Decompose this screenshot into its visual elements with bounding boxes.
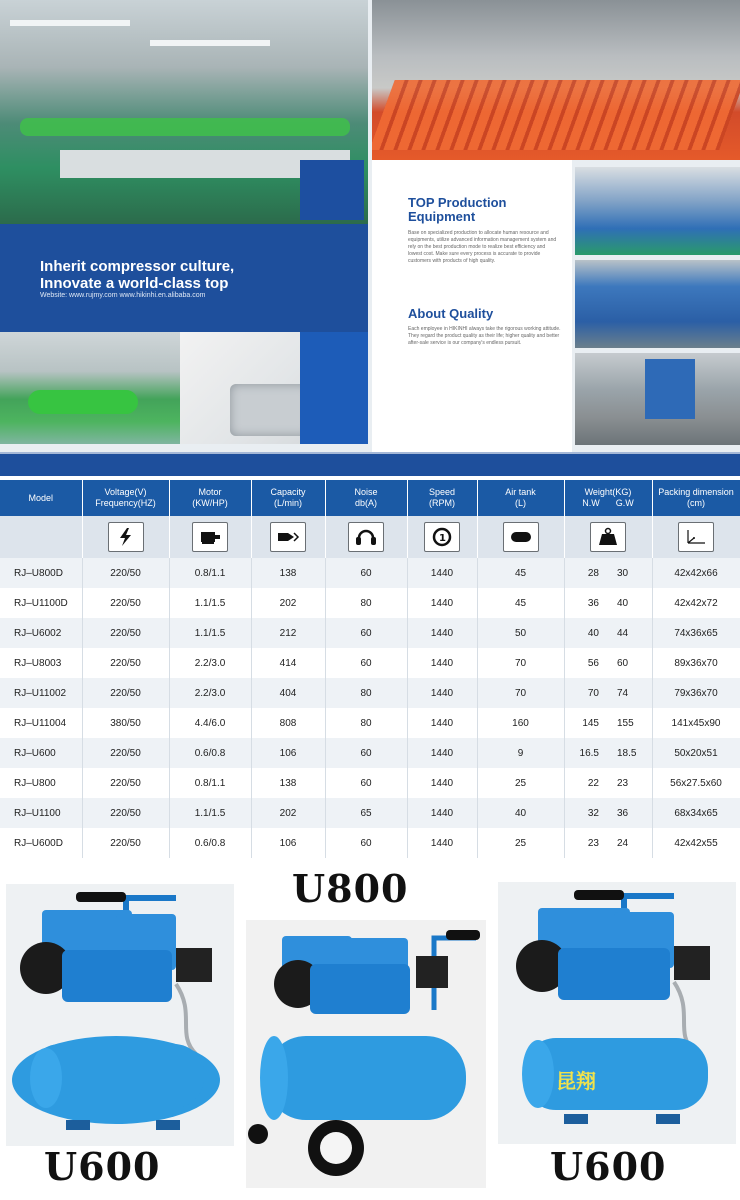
cell-voltage: 220/50 (82, 828, 169, 858)
cell-weight (564, 648, 652, 678)
cell-voltage: 380/50 (82, 708, 169, 738)
cell-speed: 1440 (407, 828, 477, 858)
cell-tank: 70 (477, 648, 564, 678)
col-header-speed: Speed (RPM) (407, 480, 477, 516)
cell-packing: 74x36x65 (652, 618, 740, 648)
cell-capacity: 138 (251, 768, 325, 798)
cell-capacity: 202 (251, 588, 325, 618)
cell-model: RJ–U600D (0, 828, 82, 858)
icon-row (0, 516, 740, 558)
lightning-icon (108, 522, 144, 552)
cell-speed: 1440 (407, 708, 477, 738)
cell-tank: 40 (477, 798, 564, 828)
cell-tank: 160 (477, 708, 564, 738)
section-title-quality: About Quality (408, 306, 494, 321)
cell-weight-nw: 16.5 (579, 747, 599, 759)
cell-voltage: 220/50 (82, 738, 169, 768)
cell-motor: 0.8/1.1 (169, 558, 251, 588)
product-photo-u600-right (498, 882, 736, 1144)
factory-assembly-line-photo (0, 0, 368, 224)
cell-voltage: 220/50 (82, 558, 169, 588)
cell-weight-nw: 70 (587, 687, 599, 699)
blasting-machine-photo (575, 353, 740, 445)
cell-packing: 79x36x70 (652, 678, 740, 708)
product-label-u800: U800 (292, 866, 409, 911)
cell-voltage: 220/50 (82, 678, 169, 708)
cell-motor: 2.2/3.0 (169, 648, 251, 678)
cell-motor: 0.8/1.1 (169, 768, 251, 798)
cell-noise: 65 (325, 798, 407, 828)
table-row (0, 708, 740, 738)
cell-speed: 1440 (407, 648, 477, 678)
col-header-voltage: Voltage(V) Frequency(HZ) (82, 480, 169, 516)
cell-tank: 9 (477, 738, 564, 768)
specification-table (0, 480, 740, 862)
cell-capacity: 202 (251, 798, 325, 828)
cell-weight-nw: 23 (587, 837, 599, 849)
table-row (0, 828, 740, 858)
product-photos (0, 862, 740, 1200)
cell-voltage: 220/50 (82, 618, 169, 648)
cell-weight-nw: 22 (587, 777, 599, 789)
cell-packing: 42x42x66 (652, 558, 740, 588)
cell-motor: 1.1/1.5 (169, 588, 251, 618)
cell-model: RJ–U800D (0, 558, 82, 588)
table-row (0, 558, 740, 588)
cell-model: RJ–U11002 (0, 678, 82, 708)
cell-speed: 1440 (407, 678, 477, 708)
product-label-u600-right: U600 (550, 1144, 667, 1189)
cell-motor: 1.1/1.5 (169, 618, 251, 648)
cell-weight (564, 798, 652, 828)
product-photo-u800 (246, 920, 486, 1188)
col-header-noise: Noise db(A) (325, 480, 407, 516)
cell-weight (564, 588, 652, 618)
cell-model: RJ–U800 (0, 768, 82, 798)
factory-tank-storage-photo (372, 0, 740, 160)
col-header-capacity: Capacity (L/min) (251, 480, 325, 516)
col-header-weight: Weight(KG) N.W G.W (564, 480, 652, 516)
product-photo-u600-left (6, 884, 234, 1146)
cell-packing: 141x45x90 (652, 708, 740, 738)
cell-voltage: 220/50 (82, 588, 169, 618)
cell-speed: 1440 (407, 798, 477, 828)
brochure-text-page (372, 160, 572, 454)
website-text: Website: www.rujmy.com www.hikinhi.en.alibaba.com (40, 292, 206, 299)
table-row (0, 618, 740, 648)
cell-capacity: 138 (251, 558, 325, 588)
cell-noise: 60 (325, 648, 407, 678)
cell-model: RJ–U6002 (0, 618, 82, 648)
cell-capacity: 212 (251, 618, 325, 648)
cell-speed: 1440 (407, 768, 477, 798)
cell-noise: 60 (325, 768, 407, 798)
cell-motor: 4.4/6.0 (169, 708, 251, 738)
cell-tank: 50 (477, 618, 564, 648)
cell-weight (564, 558, 652, 588)
cell-motor: 1.1/1.5 (169, 798, 251, 828)
section-title-production: TOP Production Equipment (408, 195, 507, 224)
cell-packing: 68x34x65 (652, 798, 740, 828)
cell-weight-nw: 32 (587, 807, 599, 819)
factory-brochure (0, 0, 740, 476)
table-row (0, 768, 740, 798)
slogan-headline (40, 258, 234, 292)
weight-icon (590, 522, 626, 552)
cell-model: RJ–U8003 (0, 648, 82, 678)
brochure-footer-bar (0, 452, 740, 476)
cell-weight-gw: 44 (617, 627, 629, 639)
cell-weight (564, 738, 652, 768)
workshop-photo-1 (575, 167, 740, 255)
slogan-line-2: Innovate a world-class top (40, 275, 229, 292)
section-text-quality: Each employee in HIKINHI always take the rigorous working attitude. They regard the product quality as their life; higher quality and better after-sale service is our company's endless pursuit. (408, 326, 561, 346)
cell-voltage: 220/50 (82, 648, 169, 678)
cell-weight-gw: 18.5 (617, 747, 637, 759)
cell-motor: 0.6/0.8 (169, 828, 251, 858)
table-row (0, 588, 740, 618)
cell-weight-gw: 23 (617, 777, 629, 789)
cell-speed: 1440 (407, 558, 477, 588)
cell-voltage: 220/50 (82, 768, 169, 798)
cell-voltage: 220/50 (82, 798, 169, 828)
cell-packing: 50x20x51 (652, 738, 740, 768)
air-tank-icon (503, 522, 539, 552)
col-header-packing: Packing dimension (cm) (652, 480, 740, 516)
cell-noise: 60 (325, 828, 407, 858)
table-row (0, 798, 740, 828)
cell-model: RJ–U1100 (0, 798, 82, 828)
airflow-icon (270, 522, 306, 552)
cell-weight-gw: 155 (617, 717, 634, 729)
cell-weight-gw: 60 (617, 657, 629, 669)
col-header-motor: Motor (KW/HP) (169, 480, 251, 516)
cell-weight (564, 828, 652, 858)
speed-gauge-icon (424, 522, 460, 552)
table-row (0, 648, 740, 678)
cell-speed: 1440 (407, 738, 477, 768)
press-machine-photo (575, 260, 740, 348)
cell-capacity: 808 (251, 708, 325, 738)
cell-weight (564, 678, 652, 708)
cell-noise: 60 (325, 738, 407, 768)
cell-weight-gw: 24 (617, 837, 629, 849)
worker-inspecting-part-photo (180, 332, 368, 444)
cell-model: RJ–U1100D (0, 588, 82, 618)
cell-packing: 89x36x70 (652, 648, 740, 678)
cell-capacity: 404 (251, 678, 325, 708)
cell-noise: 80 (325, 588, 407, 618)
col-header-model: Model (0, 480, 82, 516)
cell-noise: 80 (325, 708, 407, 738)
cell-capacity: 414 (251, 648, 325, 678)
cell-weight (564, 768, 652, 798)
cell-tank: 25 (477, 828, 564, 858)
cell-weight-nw: 28 (587, 567, 599, 579)
cell-weight-gw: 74 (617, 687, 629, 699)
cell-weight-nw: 40 (587, 627, 599, 639)
cell-noise: 60 (325, 618, 407, 648)
cell-packing: 42x42x55 (652, 828, 740, 858)
cell-weight-gw: 30 (617, 567, 629, 579)
slogan-panel (0, 224, 368, 332)
cell-tank: 70 (477, 678, 564, 708)
cell-tank: 45 (477, 558, 564, 588)
table-row (0, 738, 740, 768)
col-header-air-tank: Air tank (L) (477, 480, 564, 516)
cell-model: RJ–U11004 (0, 708, 82, 738)
cell-speed: 1440 (407, 588, 477, 618)
cell-tank: 45 (477, 588, 564, 618)
cell-noise: 80 (325, 678, 407, 708)
cell-weight-nw: 56 (587, 657, 599, 669)
cell-noise: 60 (325, 558, 407, 588)
table-row (0, 678, 740, 708)
cell-weight-gw: 40 (617, 597, 629, 609)
cell-weight (564, 618, 652, 648)
cell-tank: 25 (477, 768, 564, 798)
section-text-production: Base on specialized production to allocate human resource and equipments, utilize advanced information management system and rely on the best production mode to realize best efficiency and lowest cost. Make sure every process is accurate to provide customers with products of high quality. (408, 230, 557, 264)
motor-icon (192, 522, 228, 552)
svg-text:1: 1 (439, 533, 446, 544)
ear-muffs-icon (348, 522, 384, 552)
slogan-line-1: Inherit compressor culture, (40, 258, 235, 275)
green-compressor-line-photo (0, 332, 180, 444)
cell-speed: 1440 (407, 618, 477, 648)
brand-decal: 昆翔 (556, 1069, 596, 1093)
cell-weight-gw: 36 (617, 807, 629, 819)
cell-packing: 42x42x72 (652, 588, 740, 618)
box-dimension-icon (678, 522, 714, 552)
cell-motor: 2.2/3.0 (169, 678, 251, 708)
product-label-u600-left: U600 (44, 1144, 161, 1189)
table-header-row (0, 480, 740, 516)
cell-model: RJ–U600 (0, 738, 82, 768)
cell-capacity: 106 (251, 738, 325, 768)
cell-packing: 56x27.5x60 (652, 768, 740, 798)
cell-weight-nw: 145 (582, 717, 599, 729)
cell-motor: 0.6/0.8 (169, 738, 251, 768)
cell-weight (564, 708, 652, 738)
cell-weight-nw: 36 (587, 597, 599, 609)
cell-capacity: 106 (251, 828, 325, 858)
